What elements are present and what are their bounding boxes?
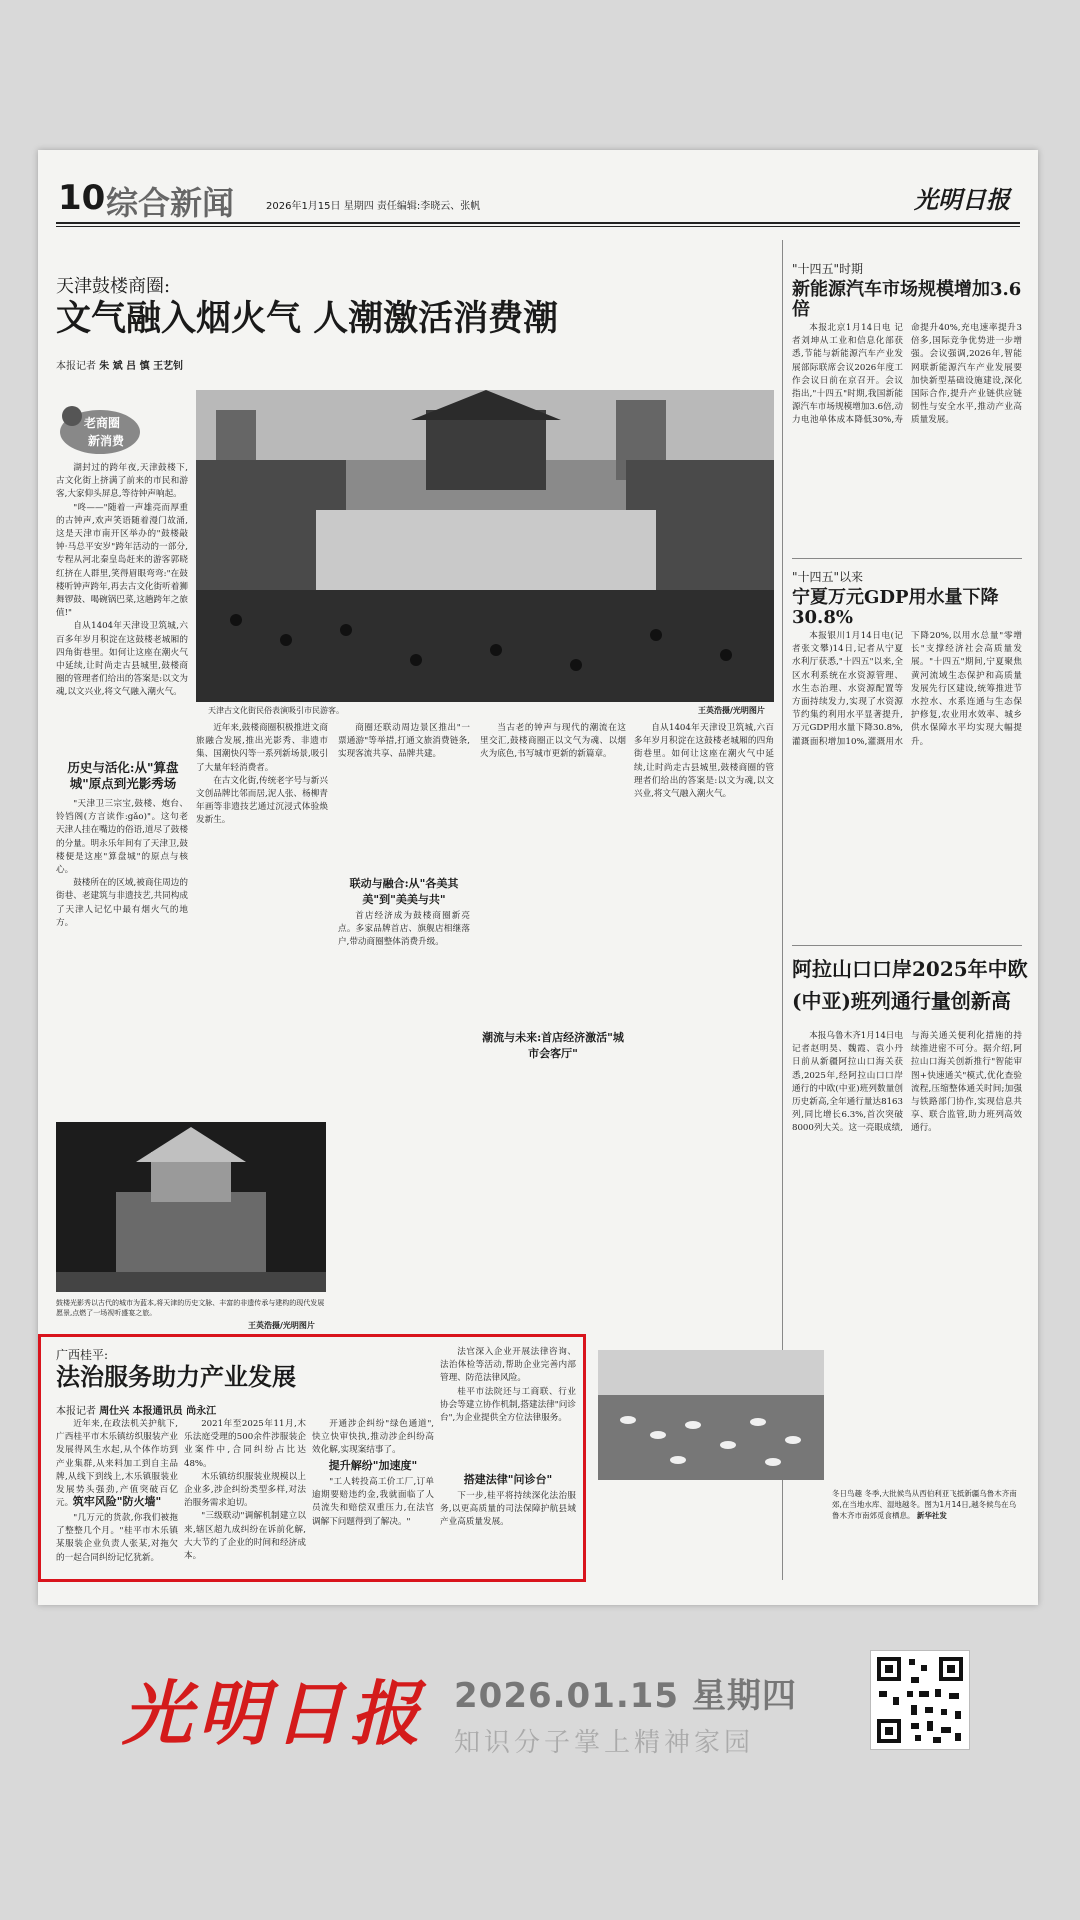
guangxi-paragraph: "工人转投高工价工厂,订单逾期要赔违约金,我就面临了人员流失和赔偿双重压力,在法官调解下问题得到了解决。" [312, 1477, 434, 1527]
badge-bottom-text: 新消费 [88, 434, 125, 448]
footer-slogan: 知识分子掌上精神家园 [454, 1728, 755, 1758]
guangxi-kicker: 广西桂平: [56, 1348, 109, 1362]
lead-subhead-1: 历史与活化:从"算盘城"原点到光影秀场 [67, 760, 179, 791]
right-top-headline: 新能源汽车市场规模增加3.6倍 [792, 279, 1022, 320]
lead-photo-caption: 天津古文化街民俗表演吸引市民游客。 [208, 706, 344, 715]
right-top-text: 本报北京1月14日电 记者刘坤从工业和信息化部获悉,节能与新能源汽车产业发展部际联席会议2026年度工作会议日前在京召开。会议指出,"十四五"时期,我国新能源汽车市场规模增加3.6倍,动力电池单体成本降低30%,寿命提升40%,充电速率提升3倍多,国际竞争优势进一步增强。会议强调,2026年,智能网联新能源汽车产业发展要加快新型基础设施建设,深化国际合作,提升产业链供应链韧性与安全水平,推动产业高质量发展。 [792, 323, 1022, 426]
footer-logo: 光明日报 [122, 1672, 426, 1755]
birds-credit: 新华社发 [916, 1511, 947, 1520]
right-divider [792, 945, 1022, 946]
lead-paragraph: 自从1404年天津设卫筑城,六百多年岁月积淀在这鼓楼老城厢的四角街巷里。如何让这座在潮火气中延续,让时尚走古县城里,鼓楼商圈的管理者们给出的答案是:以文为魂,以文兴业,将文气融入潮火气。 [56, 621, 188, 698]
light-show-caption: 鼓楼光影秀以古代的城市为蓝本,将天津的历史文脉、丰富的非遗传承与建构的现代发展愿景,点燃了一场视听盛宴之旅。 [56, 1299, 325, 1317]
lead-subhead-3: 潮流与未来:首店经济激活"城市会客厅" [482, 1031, 624, 1060]
badge-top-text: 老商圈 [84, 416, 121, 430]
right-divider [792, 558, 1022, 559]
birds-caption [832, 1488, 1022, 1521]
masthead-rule [56, 222, 1020, 224]
newspaper-page [38, 150, 1038, 1605]
guangxi-paragraph: 开通涉企纠纷"绿色通道",快立快审快执,推动涉企纠纷高效化解,实现案结事了。 [312, 1419, 434, 1456]
section-badge [58, 402, 142, 456]
lead-paragraph: "咚——"随着一声雄亮而厚重的古钟声,欢声笑语随着漫门故涌,这是天津市南开区举办的"鼓楼敲钟·马总平安岁"跨年活动的一部分,专程从河北秦皇岛赶来的游客郭晓红挤在人群里,笑得眉眼弯弯:"在鼓楼听钟声跨年,再去古文化街听着狮舞锣鼓、喝碗锅巴菜,这趟跨年之旅值!" [56, 502, 188, 619]
lead-text-col1b [56, 798, 188, 1113]
lead-text-col3 [338, 722, 470, 872]
guangxi-paragraph: "三级联动"调解机制建立以来,辖区超九成纠纷在诉前化解,大大节约了企业的时间和经济成本。 [184, 1511, 306, 1562]
footer-date: 2026.01.15 星期四 [454, 1676, 797, 1716]
byline-names: 朱 斌 吕 慎 王艺钊 [99, 361, 184, 372]
guangxi-paragraph: 下一步,桂平将持续深化法治服务,以更高质量的司法保障护航县域产业高质量发展。 [440, 1491, 576, 1528]
right-mid-text: 本报银川1月14日电(记者张文攀)14日,记者从宁夏水利厅获悉,"十四五"以来,全区水利系统在水资源管理、水生态治理、水资源配置等方面持续发力,实现了水资源节约集约利用水平显著提升,万元GDP用水量下降30.8%,灌溉面积增加10%,灌溉用水下降20%,以用水总量"零增长"支撑经济社会高质量发展。"十四五"期间,宁夏聚焦黄河流域生态保护和高质量发展先行区建设,统筹推进节水控水、水系连通与生态保护修复,农业用水效率、城乡供水保障水平均实现大幅提升。 [792, 631, 1022, 747]
lead-text-col4 [480, 722, 626, 962]
byline-names: 周仕兴 本报通讯员 尚永江 [99, 1406, 217, 1417]
guangxi-col3b [312, 1476, 434, 1574]
guangxi-subhead-2: 提升解纷"加速度" [328, 1459, 418, 1472]
lead-paragraph: 当古老的钟声与现代的潮流在这里交汇,鼓楼商圈正以文气为魂、以烟火为底色,书写城市更新的新篇章。 [480, 723, 626, 760]
lead-paragraph: "天津卫三宗宝,鼓楼、炮台、铃铛阁(方言读作:gǎo)"。这句老天津人挂在嘴边的俗语,道尽了鼓楼的分量。明永乐年间有了天津卫,鼓楼便是这座"算盘城"的原点与核心。 [56, 799, 188, 876]
byline-label: 本报记者 [56, 1406, 96, 1417]
guangxi-col3 [312, 1418, 434, 1454]
right-mid-kicker: "十四五"以来 [792, 570, 864, 584]
byline-label: 本报记者 [56, 361, 96, 372]
date-line: 2026年1月15日 星期四 责任编辑:李晓云、张帆 [266, 201, 481, 212]
lead-paragraph: 鼓楼所在的区域,被商住周边的街巷、老建筑与非遗技艺,共同构成了天津人记忆中最有烟火气的地方。 [56, 878, 188, 928]
guangxi-paragraph: 桂平市法院还与工商联、行业协会等建立协作机制,搭建法律"问诊台",为企业提供全方位法律服务。 [440, 1386, 576, 1424]
guangxi-col1b [56, 1512, 178, 1574]
light-show-photo [56, 1122, 326, 1292]
guangxi-paragraph: "几万元的货款,你我们被拖了整整几个月。"桂平市木乐镇某服装企业负责人张某,对拖欠的一起合同纠纷记忆犹新。 [56, 1513, 178, 1563]
guangxi-paragraph: 法官深入企业开展法律咨询、法治体检等活动,帮助企业完善内部管理、防范法律风险。 [440, 1347, 576, 1384]
masthead-rule-thin [56, 226, 1020, 227]
lead-paragraph: 商圈还联动周边景区推出"一票通游"等举措,打通文旅消费链条,实现客流共享、品牌共建。 [338, 723, 470, 760]
lead-text-col5 [634, 722, 774, 1212]
right-mid-headline: 宁夏万元GDP用水量下降30.8% [792, 587, 999, 628]
lead-paragraph: 首店经济成为鼓楼商圈新亮点。多家品牌首店、旗舰店相继落户,带动商圈整体消费升级。 [338, 911, 470, 948]
guangxi-headline: 法治服务助力产业发展 [56, 1362, 296, 1391]
lead-kicker: 天津鼓楼商圈: [56, 276, 171, 297]
lead-text-col1 [56, 462, 188, 752]
right-bottom-text: 本报乌鲁木齐1月14日电 记者赵明昊、魏霞、袁小丹日前从新疆阿拉山口海关获悉,2025年,经阿拉山口口岸通行的中欧(中亚)班列数量创历史新高,全年通行量达8163列,同比增长6.3%,首次突破8000列大关。这一亮眼成绩,与海关通关便利化措施的持续推进密不可分。据介绍,阿拉山口海关创新推行"智能审图+快速通关"模式,优化查验流程,压缩整体通关时间;加强与铁路部门协作,实现信息共享、联合监管,助力班列高效通行。 [792, 1031, 1022, 1134]
page-number: 10 [58, 178, 106, 218]
guangxi-subhead-3: 搭建法律"问诊台" [463, 1473, 553, 1486]
lead-byline [56, 357, 189, 372]
right-top-kicker: "十四五"时期 [792, 262, 864, 276]
birds-photo [598, 1350, 824, 1480]
right-bottom-headline-2: (中亚)班列通行量创新高 [792, 989, 1011, 1013]
guangxi-subhead-1: 筑牢风险"防火墙" [72, 1495, 162, 1508]
right-bottom-headline-1: 阿拉山口口岸2025年中欧 [792, 957, 1028, 981]
lead-paragraph: 自从1404年天津设卫筑城,六百多年岁月积淀在这鼓楼老城厢的四角街巷里。如何让这座在潮火气中延续,让时尚走古县城里,鼓楼商圈的管理者们给出的答案是:以文为魂,以文兴业,将文气融入潮火气。 [634, 723, 774, 800]
paper-logo: 光明日报 [914, 185, 1010, 214]
light-show-credit: 王英浩摄/光明图片 [248, 1321, 315, 1330]
qr-code-icon[interactable] [870, 1650, 970, 1750]
guangxi-paragraph: 木乐镇纺织服装业规模以上企业多,涉企纠纷类型多样,对法治服务需求迫切。 [184, 1471, 306, 1509]
lead-photo-credit: 王英浩摄/光明图片 [698, 706, 765, 715]
lead-subhead-2: 联动与融合:从"各美其美"到"美美与共" [349, 877, 459, 906]
guangxi-paragraph: 近年来,在政法机关护航下,广西桂平市木乐镇纺织服装产业发展得风生水起,从个体作坊到产业集群,从来料加工到自主品牌,从线下到线上,木乐镇服装业发展势头强劲,产值突破百亿元。 [56, 1419, 178, 1509]
guangxi-col4 [440, 1346, 576, 1466]
lead-paragraph: 湖封过的跨年夜,天津鼓楼下,古文化街上挤满了前来的市民和游客,大家仰头屏息,等待钟声响起。 [56, 463, 188, 500]
section-title: 综合新闻 [106, 184, 235, 222]
lead-headline: 文气融入烟火气 人潮激活消费潮 [56, 298, 559, 339]
lead-paragraph: 近年来,鼓楼商圈积极推进文商旅融合发展,推出光影秀、非遗市集、国潮快闪等一系列新场景,吸引了大量年轻消费者。 [196, 723, 328, 773]
guangxi-col2 [184, 1418, 306, 1574]
lead-paragraph: 在古文化街,传统老字号与新兴文创品牌比邻而居,泥人张、杨柳青年画等非遗技艺通过沉浸式体验焕发新生。 [196, 775, 328, 826]
lead-text-col3b [338, 910, 470, 1210]
birds-caption-text: 冬日鸟趣 冬季,大批候鸟从西伯利亚飞抵新疆乌鲁木齐南郊,在当地水库、湿地越冬。图为1月14日,越冬候鸟在乌鲁木齐市南郊觅食栖息。 [832, 1489, 1017, 1520]
guangxi-paragraph: 2021年至2025年11月,木乐法庭受理的500余件涉服装企业案件中,合同纠纷占比达48%。 [184, 1419, 306, 1469]
guangxi-byline [56, 1402, 222, 1417]
guangxi-col4b [440, 1490, 576, 1574]
lead-photo [196, 390, 774, 702]
